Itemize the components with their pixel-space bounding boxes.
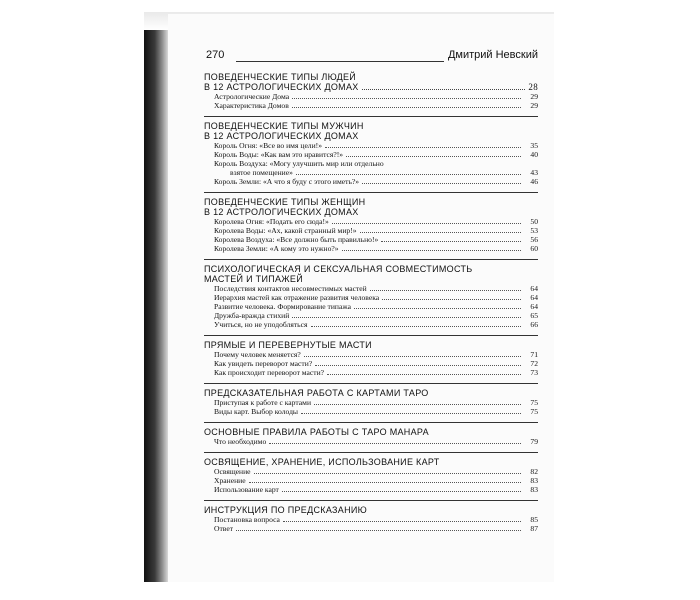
leader-dots (301, 413, 521, 414)
toc-entry-title: Как происходит переворот масти? (214, 368, 325, 377)
toc-entry (204, 92, 538, 101)
author-name: Дмитрий Невский (447, 49, 538, 61)
header-rule (236, 61, 444, 62)
section-heading-text: В 12 АСТРОЛОГИЧЕСКИХ ДОМАХ (204, 131, 359, 141)
toc-entry-page: 79 (530, 437, 538, 446)
toc-entry-page: 66 (530, 320, 538, 329)
toc-entry-page: 75 (530, 407, 538, 416)
toc-entry-title: Королева Воды: «Ах, какой странный мир!» (214, 226, 357, 235)
toc-entry-page: 56 (530, 235, 538, 244)
leader-dots (282, 491, 521, 492)
toc-entry (204, 437, 538, 446)
toc-entry-page: 64 (530, 302, 538, 311)
toc-entry (204, 368, 538, 377)
toc-entry-title: Последствия контактов несовместимых мастей (214, 284, 367, 293)
toc-entry-title: Как увидеть переворот масти? (214, 359, 313, 368)
toc-section (204, 116, 538, 186)
section-heading (204, 505, 538, 515)
section-heading (204, 457, 538, 467)
toc-entry-page: 64 (530, 284, 538, 293)
toc-entry (204, 101, 538, 110)
section-heading-text: МАСТЕЙ И ТИПАЖЕЙ (204, 274, 303, 284)
section-heading-text: ПРЕДСКАЗАТЕЛЬНАЯ РАБОТА С КАРТАМИ ТАРО (204, 388, 429, 398)
toc-entry (204, 320, 538, 329)
section-heading (204, 274, 538, 284)
leader-dots (292, 317, 521, 318)
toc-entry-title: взятое помещение» (230, 168, 293, 177)
leader-dots (283, 521, 521, 522)
section-heading-text: ОСНОВНЫЕ ПРАВИЛА РАБОТЫ С ТАРО МАНАРА (204, 427, 429, 437)
toc-entry-page: 46 (530, 177, 538, 186)
toc-entry-page: 60 (530, 244, 538, 253)
toc-entry (204, 515, 538, 524)
section-heading (204, 72, 538, 82)
toc-entry (204, 311, 538, 320)
leader-dots (354, 308, 521, 309)
toc-section (204, 335, 538, 377)
scan-binding-shadow (144, 12, 168, 582)
toc-section (204, 192, 538, 253)
toc-entry (204, 467, 538, 476)
toc-entry (204, 407, 538, 416)
leader-dots (292, 107, 521, 108)
toc-entry-page: 87 (530, 524, 538, 533)
toc-entry (204, 226, 538, 235)
toc-entry-page: 83 (530, 485, 538, 494)
leader-dots (342, 250, 521, 251)
section-heading (204, 131, 538, 141)
toc-entry (204, 398, 538, 407)
toc-entry-page: 50 (530, 217, 538, 226)
section-heading (204, 427, 538, 437)
toc-entry (204, 284, 538, 293)
toc-entry-title: Приступая к работе с картами (214, 398, 312, 407)
toc-entry-title: Освящение (214, 467, 251, 476)
toc-section (204, 72, 538, 110)
toc-section (204, 500, 538, 533)
section-heading (204, 82, 538, 92)
section-page-number: 28 (528, 82, 538, 92)
toc-entry-title: Король Воздуха: «Могу улучшить мир или отдельно (214, 159, 384, 168)
toc-section (204, 422, 538, 446)
toc-entry-title: Развитие человека. Формирование типажа (214, 302, 351, 311)
leader-dots (382, 299, 521, 300)
toc-entry-page: 82 (530, 467, 538, 476)
toc-entry-title: Королева Земли: «А кому это нужно?» (214, 244, 339, 253)
toc-entry-title: Хранение (214, 476, 246, 485)
toc-entry-page: 85 (530, 515, 538, 524)
toc-entry (204, 485, 538, 494)
toc-entry-page: 29 (530, 92, 538, 101)
section-heading (204, 340, 538, 350)
leader-dots (236, 530, 521, 531)
toc-entry-title: Астрологические Дома (214, 92, 290, 101)
toc-entry (204, 141, 538, 150)
toc-entry-title: Характеристика Домов (214, 101, 289, 110)
toc-entry-page: 83 (530, 476, 538, 485)
toc-entry-title: Королева Огня: «Подать его сюда!» (214, 217, 329, 226)
toc-entry (204, 235, 538, 244)
leader-dots (346, 156, 521, 157)
toc-entry (204, 302, 538, 311)
section-heading-text: ПСИХОЛОГИЧЕСКАЯ И СЕКСУАЛЬНАЯ СОВМЕСТИМОСТЬ (204, 264, 473, 274)
toc-entry-page: 71 (530, 350, 538, 359)
section-heading (204, 264, 538, 274)
leader-dots (254, 473, 521, 474)
section-heading-text: ИНСТРУКЦИЯ ПО ПРЕДСКАЗАНИЮ (204, 505, 368, 515)
leader-dots (332, 223, 521, 224)
leader-dots (381, 241, 521, 242)
toc-entry-title: Королева Воздуха: «Все должно быть правильно!» (214, 235, 379, 244)
leader-dots (327, 374, 521, 375)
toc-entry-title: Король Земли: «А что я буду с этого иметь?» (214, 177, 360, 186)
toc-section (204, 259, 538, 329)
toc-entry (204, 159, 538, 168)
book-page (168, 14, 554, 582)
toc-entry (204, 359, 538, 368)
toc-entry (204, 177, 538, 186)
leader-dots (362, 183, 521, 184)
section-heading-text: ОСВЯЩЕНИЕ, ХРАНЕНИЕ, ИСПОЛЬЗОВАНИЕ КАРТ (204, 457, 440, 467)
leader-dots (296, 174, 521, 175)
section-heading-text: ПОВЕДЕНЧЕСКИЕ ТИПЫ ЛЮДЕЙ (204, 72, 357, 82)
section-heading-text: ПОВЕДЕНЧЕСКИЕ ТИПЫ ЖЕНЩИН (204, 197, 366, 207)
toc-entry-page: 75 (530, 398, 538, 407)
leader-dots (311, 326, 522, 327)
section-heading (204, 207, 538, 217)
toc-entry-title: Виды карт. Выбор колоды (214, 407, 299, 416)
toc-entry-page: 53 (530, 226, 538, 235)
toc-entry (204, 476, 538, 485)
section-heading (204, 388, 538, 398)
section-heading-text: В 12 АСТРОЛОГИЧЕСКИХ ДОМАХ (204, 207, 359, 217)
table-of-contents (204, 72, 538, 539)
toc-entry-page: 72 (530, 359, 538, 368)
toc-entry (204, 217, 538, 226)
leader-dots (304, 356, 521, 357)
leader-dots (249, 482, 521, 483)
toc-entry-page: 43 (530, 168, 538, 177)
toc-entry-page: 35 (530, 141, 538, 150)
toc-entry-title: Король Огня: «Все во имя цели!» (214, 141, 322, 150)
leader-dots (314, 404, 521, 405)
leader-dots (362, 89, 526, 90)
toc-entry-title: Почему человек меняется? (214, 350, 301, 359)
leader-dots (370, 290, 521, 291)
toc-entry (204, 293, 538, 302)
toc-entry-title: Иерархия мастей как отражение развития человека (214, 293, 380, 302)
toc-entry (204, 350, 538, 359)
leader-dots (325, 147, 521, 148)
toc-entry-page: 29 (530, 101, 538, 110)
toc-entry (204, 524, 538, 533)
page-number: 270 (206, 49, 225, 61)
toc-entry-title: Король Воды: «Как вам это нравится?!» (214, 150, 344, 159)
section-heading (204, 121, 538, 131)
leader-dots (292, 98, 521, 99)
toc-entry (204, 168, 538, 177)
toc-entry (204, 150, 538, 159)
toc-entry-page: 65 (530, 311, 538, 320)
toc-entry-title: Учиться, но не уподобляться (214, 320, 308, 329)
toc-entry-title: Постановка вопроса (214, 515, 280, 524)
section-heading (204, 197, 538, 207)
toc-entry-title: Использование карт (214, 485, 279, 494)
toc-entry-page: 40 (530, 150, 538, 159)
leader-dots (360, 232, 521, 233)
toc-section (204, 383, 538, 416)
toc-entry-page: 73 (530, 368, 538, 377)
leader-dots (315, 365, 521, 366)
toc-section (204, 452, 538, 494)
leader-dots (269, 443, 521, 444)
section-heading-text: В 12 АСТРОЛОГИЧЕСКИХ ДОМАХ (204, 82, 359, 92)
toc-entry-page: 64 (530, 293, 538, 302)
section-heading-text: ПРЯМЫЕ И ПЕРЕВЕРНУТЫЕ МАСТИ (204, 340, 372, 350)
toc-entry-title: Ответ (214, 524, 234, 533)
toc-entry-title: Дружба-вражда стихий (214, 311, 290, 320)
running-header (198, 49, 538, 63)
toc-entry (204, 244, 538, 253)
toc-entry-title: Что необходимо (214, 437, 267, 446)
section-heading-text: ПОВЕДЕНЧЕСКИЕ ТИПЫ МУЖЧИН (204, 121, 364, 131)
